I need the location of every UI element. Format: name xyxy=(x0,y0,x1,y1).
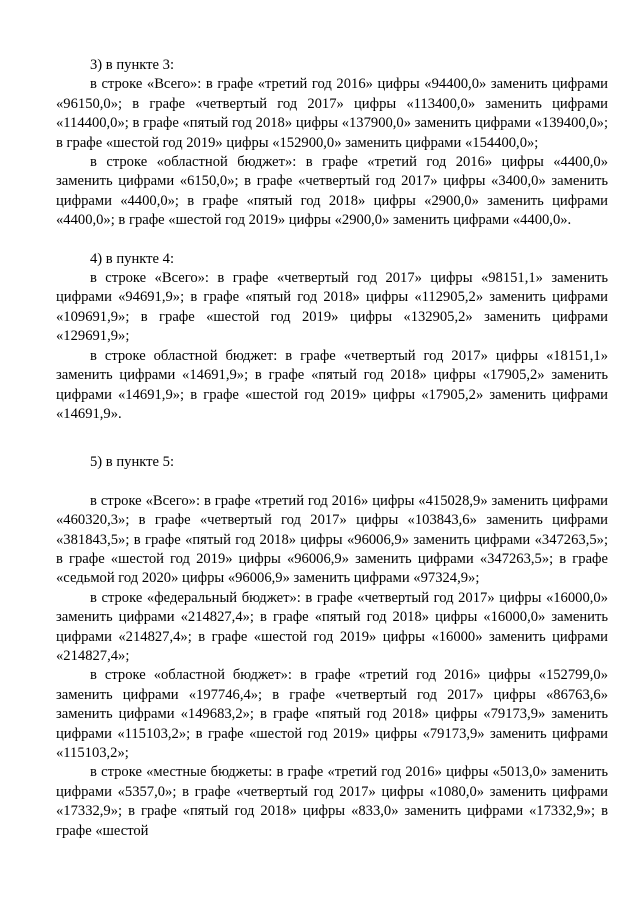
paragraph: в строке «областной бюджет»: в графе «третий год 2016» цифры «4400,0» заменить цифрами «6150,0»; в графе «четвертый год 2017» цифры «3400,0» заменить цифрами «4400,0»; в графе «пятый год 2018» цифры «2900,0» заменить цифрами «4400,0»; в графе «шестой год 2019» цифры «2900,0» заменить цифрами «4400,0». xyxy=(56,154,608,229)
paragraph: в строке «федеральный бюджет»: в графе «четвертый год 2017» цифры «16000,0» заменить цифрами «214827,4»; в графе «пятый год 2018» цифры «16000,0» заменить цифрами «214827,4»; в графе «шестой год 2019» цифры «16000» заменить цифрами «214827,4»; xyxy=(56,589,608,664)
section-item-4 xyxy=(56,250,608,425)
paragraph: в строке «Всего»: в графе «третий год 2016» цифры «94400,0» заменить цифрами «96150,0»; в графе «четвертый год 2017» цифры «113400,0» заменить цифрами «114400,0»; в графе «пятый год 2018» цифры «137900,0» заменить цифрами «139400,0»; в графе «шестой год 2019» цифры «152900,0» заменить цифрами «154400,0»; xyxy=(56,76,608,151)
section-title: 3) в пункте 3: xyxy=(90,57,175,73)
section-item-5 xyxy=(56,453,608,841)
paragraph: в строке областной бюджет: в графе «четвертый год 2017» цифры «18151,1» заменить цифрами «14691,9»; в графе «пятый год 2018» цифры «17905,2» заменить цифрами «14691,9»; в графе «шестой год 2019» цифры «17905,2» заменить цифрами «14691,9». xyxy=(56,347,608,422)
paragraph: в строке «областной бюджет»: в графе «третий год 2016» цифры «152799,0» заменить цифрами «197746,4»; в графе «четвертый год 2017» цифры «86763,6» заменить цифрами «149683,2»; в графе «пятый год 2018» цифры «79173,9» заменить цифрами «115103,2»; в графе «шестой год 2019» цифры «79173,9» заменить цифрами «115103,2»; xyxy=(56,667,608,761)
section-item-3 xyxy=(56,56,608,231)
section-title: 5) в пункте 5: xyxy=(90,454,175,471)
paragraph: в строке «Всего»: в графе «третий год 2016» цифры «415028,9» заменить цифрами «460320,3»; в графе «четвертый год 2017» цифры «103843,6» заменить цифрами «381843,5»; в графе «пятый год 2018» цифры «96006,9» заменить цифрами «347263,5»; в графе «шестой год 2019» цифры «96006,9» заменить цифрами «347263,5»; в графе «седьмой год 2020» цифры «96006,9» заменить цифрами «97324,9»; xyxy=(56,492,608,587)
paragraph: в строке «местные бюджеты: в графе «третий год 2016» цифры «5013,0» заменить цифрами «5357,0»; в графе «четвертый год 2017» цифры «1080,0» заменить цифрами «17332,9»; в графе «пятый год 2018» цифры «833,0» заменить цифрами «17332,9»; в графе «шестой xyxy=(56,764,608,839)
section-spacer xyxy=(56,424,608,453)
section-title: 4) в пункте 4: xyxy=(90,250,175,267)
title-spacer xyxy=(56,473,608,492)
paragraph: в строке «Всего»: в графе «четвертый год 2017» цифры «98151,1» заменить цифрами «94691,9»; в графе «пятый год 2018» цифры «112905,2» заменить цифрами «109691,9»; в графе «шестой год 2019» цифры «132905,2» заменить цифрами «129691,9»; xyxy=(56,270,608,345)
document-page xyxy=(56,56,608,841)
section-spacer xyxy=(56,231,608,250)
